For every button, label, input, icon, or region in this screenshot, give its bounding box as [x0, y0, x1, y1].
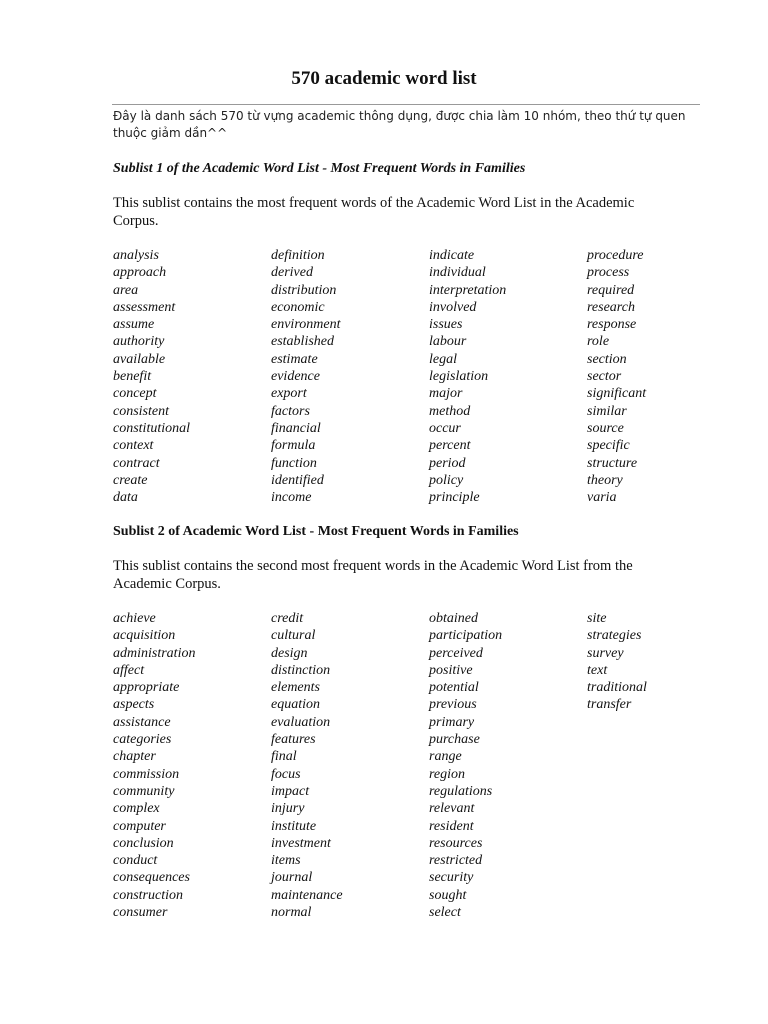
- word-item: traditional: [587, 680, 647, 696]
- word-item: legislation: [429, 369, 489, 385]
- word-item: section: [587, 351, 627, 367]
- word-item: consumer: [113, 905, 168, 921]
- word-item: analysis: [113, 248, 159, 263]
- word-item: assume: [113, 317, 155, 333]
- word-item: participation: [429, 628, 503, 644]
- word-item: income: [271, 490, 312, 506]
- word-item: individual: [429, 265, 486, 281]
- word-item: sought: [429, 887, 467, 903]
- word-item: resources: [429, 835, 483, 851]
- word-item: available: [113, 351, 166, 367]
- sublist-1-heading: Sublist 1 of the Academic Word List - Most Frequent Words in Families: [113, 161, 526, 176]
- word-item: computer: [113, 818, 166, 834]
- word-item: previous: [429, 697, 477, 713]
- word-item: restricted: [429, 853, 483, 869]
- word-item: economic: [271, 299, 325, 315]
- word-item: journal: [271, 870, 313, 886]
- word-item: interpretation: [429, 282, 507, 298]
- word-item: formula: [271, 438, 316, 454]
- word-item: items: [271, 853, 301, 869]
- word-item: appropriate: [113, 680, 180, 696]
- word-item: response: [587, 317, 637, 333]
- word-item: evaluation: [271, 714, 331, 730]
- word-item: primary: [429, 714, 475, 730]
- word-item: issues: [429, 317, 463, 333]
- word-column: [587, 247, 713, 506]
- word-item: security: [429, 870, 474, 886]
- word-column: [113, 610, 271, 921]
- word-item: definition: [271, 248, 325, 263]
- word-item: categories: [113, 732, 172, 748]
- word-item: maintenance: [271, 887, 343, 903]
- word-item: estimate: [271, 351, 318, 367]
- word-item: factors: [271, 403, 310, 419]
- word-item: strategies: [587, 628, 642, 644]
- word-item: elements: [271, 680, 320, 696]
- word-item: positive: [429, 662, 473, 678]
- word-item: chapter: [113, 749, 156, 765]
- word-item: resident: [429, 818, 474, 834]
- word-item: assessment: [113, 299, 176, 315]
- word-item: evidence: [271, 369, 320, 385]
- word-item: distribution: [271, 282, 337, 298]
- word-item: financial: [271, 420, 321, 436]
- word-item: area: [113, 282, 139, 298]
- word-item: principle: [429, 490, 480, 506]
- word-item: consistent: [113, 403, 169, 419]
- word-item: conclusion: [113, 835, 174, 851]
- word-item: distinction: [271, 662, 331, 678]
- word-item: derived: [271, 265, 313, 281]
- word-item: indicate: [429, 248, 475, 263]
- word-column: [587, 610, 713, 921]
- word-item: policy: [429, 472, 464, 488]
- word-item: procedure: [587, 248, 644, 263]
- word-item: involved: [429, 299, 477, 315]
- word-item: achieve: [113, 611, 156, 626]
- word-item: complex: [113, 801, 160, 817]
- word-item: consequences: [113, 870, 190, 886]
- word-item: acquisition: [113, 628, 176, 644]
- word-item: site: [587, 611, 607, 626]
- word-item: concept: [113, 386, 157, 402]
- word-item: sector: [587, 369, 622, 385]
- word-item: investment: [271, 835, 331, 851]
- word-item: injury: [271, 801, 305, 817]
- word-column: [271, 247, 429, 506]
- sublist-2-word-grid: [113, 610, 713, 921]
- word-item: purchase: [429, 732, 480, 748]
- word-item: affect: [113, 662, 145, 678]
- word-item: institute: [271, 818, 317, 834]
- word-item: perceived: [429, 645, 483, 661]
- word-item: contract: [113, 455, 160, 471]
- word-item: regulations: [429, 783, 493, 799]
- word-item: specific: [587, 438, 630, 454]
- word-item: credit: [271, 611, 304, 626]
- sublist-2-description: This sublist contains the second most frequent words in the Academic Word List from the Academic Corpus.: [113, 558, 633, 592]
- word-item: conduct: [113, 853, 158, 869]
- word-item: benefit: [113, 369, 152, 385]
- word-item: required: [587, 282, 635, 298]
- word-item: authority: [113, 334, 165, 350]
- word-item: text: [587, 662, 608, 678]
- word-item: range: [429, 749, 462, 765]
- word-column: [271, 610, 429, 921]
- word-item: survey: [587, 645, 624, 661]
- word-item: method: [429, 403, 471, 419]
- word-item: labour: [429, 334, 467, 350]
- word-item: environment: [271, 317, 341, 333]
- sublist-2-heading: Sublist 2 of Academic Word List - Most Frequent Words in Families: [113, 524, 519, 539]
- title-divider: [112, 104, 700, 105]
- word-item: relevant: [429, 801, 475, 817]
- word-item: process: [587, 265, 630, 281]
- word-item: cultural: [271, 628, 316, 644]
- word-item: theory: [587, 472, 623, 488]
- word-item: context: [113, 438, 154, 454]
- word-item: identified: [271, 472, 324, 488]
- word-item: research: [587, 299, 635, 315]
- word-item: equation: [271, 697, 320, 713]
- word-item: occur: [429, 420, 461, 436]
- word-item: approach: [113, 265, 167, 281]
- word-item: normal: [271, 905, 312, 921]
- word-item: structure: [587, 455, 638, 471]
- word-item: final: [271, 749, 297, 765]
- word-item: established: [271, 334, 334, 350]
- word-item: commission: [113, 766, 180, 782]
- word-item: significant: [587, 386, 647, 402]
- word-item: focus: [271, 766, 301, 782]
- word-column: [429, 610, 587, 921]
- word-item: assistance: [113, 714, 171, 730]
- word-column: [429, 247, 587, 506]
- word-item: administration: [113, 645, 196, 661]
- word-item: major: [429, 386, 463, 402]
- word-item: construction: [113, 887, 183, 903]
- page-title: 570 academic word list: [291, 68, 477, 89]
- word-item: community: [113, 783, 175, 799]
- word-item: data: [113, 490, 138, 506]
- word-item: period: [429, 455, 466, 471]
- sublist-1-word-grid: [113, 247, 713, 506]
- word-item: similar: [587, 403, 627, 419]
- word-column: [113, 247, 271, 506]
- word-item: impact: [271, 783, 310, 799]
- word-item: varia: [587, 490, 617, 506]
- word-item: percent: [429, 438, 471, 454]
- word-item: design: [271, 645, 308, 661]
- word-item: transfer: [587, 697, 632, 713]
- word-item: source: [587, 420, 624, 436]
- sublist-1-description: This sublist contains the most frequent words of the Academic Word List in the Academic Corpus.: [113, 195, 635, 229]
- word-item: select: [429, 905, 461, 921]
- word-item: legal: [429, 351, 457, 367]
- word-item: aspects: [113, 697, 155, 713]
- word-item: potential: [429, 680, 479, 696]
- intro-text: Đây là danh sách 570 từ vựng academic thông dụng, được chia làm 10 nhóm, theo thứ tự quen thuộc giảm dần^^: [113, 109, 686, 140]
- word-item: features: [271, 732, 316, 748]
- word-item: export: [271, 386, 307, 402]
- word-item: constitutional: [113, 420, 190, 436]
- word-item: function: [271, 455, 317, 471]
- word-item: role: [587, 334, 610, 350]
- word-item: create: [113, 472, 148, 488]
- word-item: obtained: [429, 611, 478, 626]
- word-item: region: [429, 766, 466, 782]
